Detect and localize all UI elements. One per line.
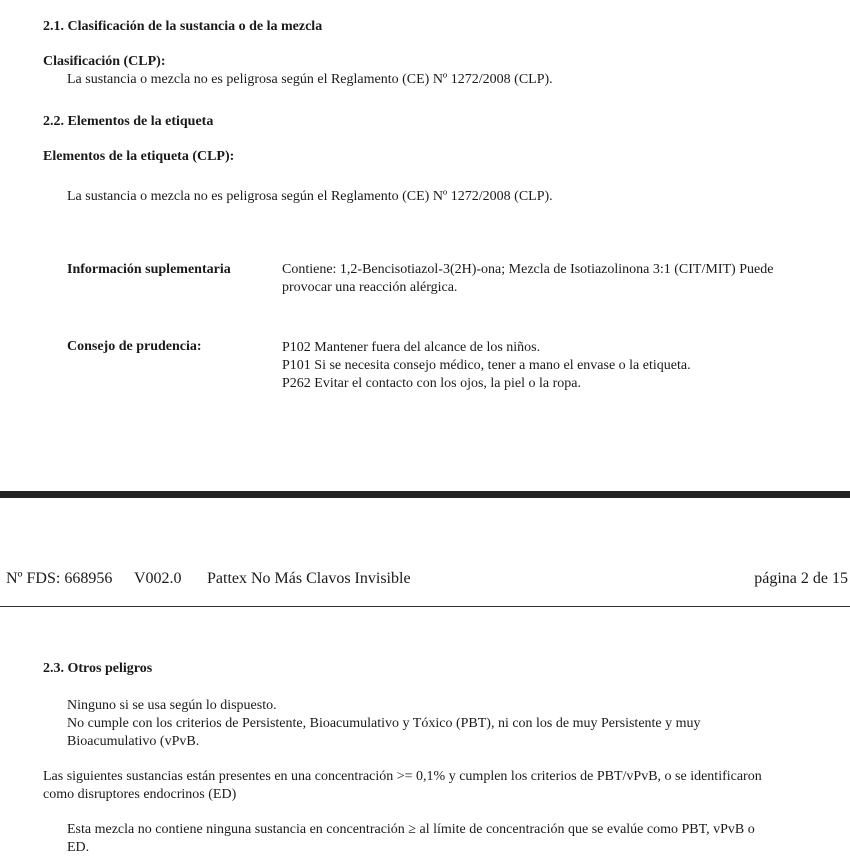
other-hazards-line: No cumple con los criterios de Persistente, Bioacumulativo y Tóxico (PBT), ni con los de muy Persistente y muy (67, 716, 701, 731)
other-hazards-line: Ninguno si se usa según lo dispuesto. (67, 698, 277, 713)
other-hazards-line: Bioacumulativo (vPvB. (67, 734, 200, 749)
mixture-paragraph-line: Esta mezcla no contiene ninguna sustancia en concentración ≥ al límite de concentración que se evalúe como PBT, vPvB o (67, 822, 755, 837)
supplementary-info-label: Información suplementaria (67, 262, 231, 277)
pbt-substances-paragraph (43, 768, 762, 804)
precaution-item: P101 Si se necesita consejo médico, tener a mano el envase o la etiqueta. (282, 358, 691, 373)
page-number: página 2 de 15 (754, 570, 848, 587)
fds-number: Nº FDS: 668956 (6, 570, 113, 587)
supplementary-info-line-1: Contiene: 1,2-Bencisotiazol-3(2H)-ona; Mezcla de Isotiazolinona 3:1 (CIT/MIT) Puede (282, 262, 774, 277)
label-elements-text: La sustancia o mezcla no es peligrosa según el Reglamento (CE) Nº 1272/2008 (CLP). (67, 189, 553, 204)
section-2-2-heading: 2.2. Elementos de la etiqueta (43, 114, 214, 129)
pbt-paragraph-line: como disruptores endocrinos (ED) (43, 787, 237, 802)
precaution-item: P262 Evitar el contacto con los ojos, la piel o la ropa. (282, 376, 581, 391)
product-name: Pattex No Más Clavos Invisible (207, 570, 411, 587)
section-2-1-heading: 2.1. Clasificación de la sustancia o de la mezcla (43, 19, 323, 34)
mixture-paragraph-line: ED. (67, 840, 90, 855)
precautionary-statement-label: Consejo de prudencia: (67, 339, 202, 354)
label-elements-subheading: Elementos de la etiqueta (CLP): (43, 149, 235, 164)
other-hazards-lines (67, 697, 701, 751)
precaution-item: P102 Mantener fuera del alcance de los niños. (282, 340, 541, 355)
section-2-3-heading: 2.3. Otros peligros (43, 661, 153, 676)
supplementary-info-line-2: provocar una reacción alérgica. (282, 280, 458, 295)
version-label: V002.0 (134, 570, 182, 587)
header-rule (0, 606, 850, 607)
page-break-divider (0, 491, 850, 498)
clp-classification-text: La sustancia o mezcla no es peligrosa según el Reglamento (CE) Nº 1272/2008 (CLP). (67, 72, 553, 87)
clp-classification-subheading: Clasificación (CLP): (43, 54, 166, 69)
pbt-paragraph-line: Las siguientes sustancias están presentes en una concentración >= 0,1% y cumplen los criterios de PBT/vPvB, o se identificaron (43, 769, 762, 784)
precautionary-statement-list (282, 339, 691, 393)
